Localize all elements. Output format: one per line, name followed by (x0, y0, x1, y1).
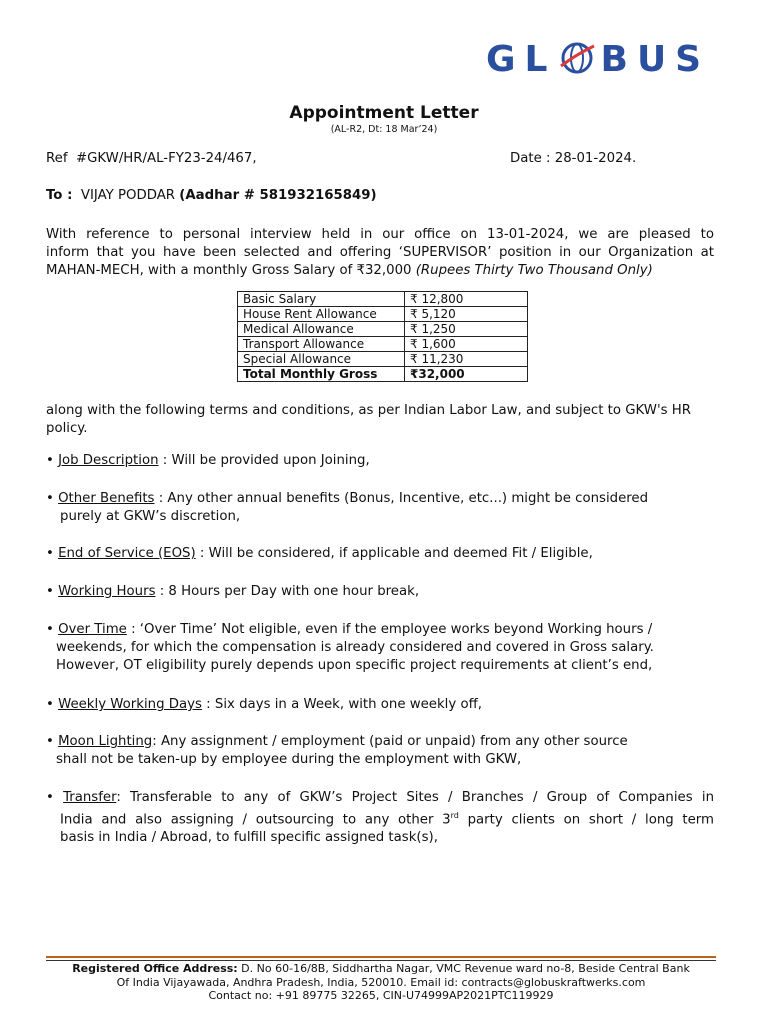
term-text: : 8 Hours per Day with one hour break, (155, 584, 420, 599)
date-line (510, 150, 636, 168)
term-text: : Any other annual benefits (Bonus, Incentive, etc...) might be considered (154, 491, 649, 506)
term-text: weekends, for which the compensation is already considered and covered in Gross salary. (56, 640, 654, 655)
term-end-of-service: • End of Service (EOS) : Will be considered, if applicable and deemed Fit / Eligible, (46, 546, 593, 561)
footer-divider-thin (46, 960, 716, 961)
intro-line-1: With reference to personal interview held in our office on 13-01-2024, we are pleased to (46, 227, 714, 242)
salary-amount: ₹ 12,800 (405, 292, 528, 307)
footer-divider (46, 956, 716, 958)
term-text: basis in India / Abroad, to fulfill specific assigned task(s), (60, 830, 438, 846)
salary-component: Total Monthly Gross (238, 367, 405, 382)
footer-line-2: Of India Vijayawada, Andhra Pradesh, India, 520010. Email id: contracts@globuskraftwerks.com (116, 975, 646, 989)
globe-icon (559, 40, 595, 76)
superscript: rd (450, 811, 459, 820)
term-title: Weekly Working Days (58, 697, 202, 712)
intro-line-3-italic: (Rupees Thirty Two Thousand Only) (415, 263, 653, 278)
term-text: However, OT eligibility purely depends upon specific project requirements at client’s end, (56, 658, 653, 673)
logo-text-right: BUS (600, 39, 711, 80)
term-weekly-working-days: • Weekly Working Days : Six days in a Week, with one weekly off, (46, 697, 482, 712)
term-title: Over Time (58, 622, 127, 637)
salary-component: House Rent Allowance (238, 307, 405, 322)
salary-amount: ₹ 11,230 (405, 352, 528, 367)
salary-amount: ₹ 1,250 (405, 322, 528, 337)
term-text: : ‘Over Time’ Not eligible, even if the employee works beyond Working hours / (126, 622, 653, 637)
footer-line-3: Contact no: +91 89775 32265, CIN-U74999AP2021PTC119929 (208, 989, 554, 1002)
salary-component: Transport Allowance (238, 337, 405, 352)
term-title: End of Service (EOS) (58, 546, 196, 561)
ref-label: Ref (46, 151, 68, 166)
term-title: Transfer (63, 790, 117, 805)
table-row (238, 292, 528, 307)
salary-amount: ₹32,000 (405, 367, 528, 382)
footer-address (0, 962, 762, 1003)
table-total-row (238, 367, 528, 382)
logo-text-left: GL (486, 39, 557, 80)
term-text: India and also assigning / outsourcing to any other 3 (60, 812, 451, 828)
salary-amount: ₹ 5,120 (405, 307, 528, 322)
letter-title: Appointment Letter (289, 103, 479, 123)
table-row (238, 322, 528, 337)
term-text: shall not be taken-up by employee during the employment with GKW, (56, 752, 522, 767)
date-value: 28-01-2024. (554, 151, 637, 166)
salary-component: Medical Allowance (238, 322, 405, 337)
intro-line-3-text: MAHAN-MECH, with a monthly Gross Salary of ₹32,000 (46, 263, 412, 278)
table-row (238, 307, 528, 322)
salary-amount: ₹ 1,600 (405, 337, 528, 352)
term-text: : Will be provided upon Joining, (158, 453, 370, 468)
date-label: Date : (510, 151, 551, 166)
term-text: : Six days in a Week, with one weekly off, (201, 697, 482, 712)
term-transfer: • Transfer: Transferable to any of GKW’s Project Sites / Branches / Group of Companies in India and also assigning / outsourcing to any other 3rd party clients on short / long term basis in India / Abroad, to fulfill specific assigned task(s), (46, 790, 714, 846)
term-text: : Transferable to any of GKW’s Project Sites / Branches / Group of Companies in (116, 790, 714, 805)
table-row (238, 337, 528, 352)
recipient-aadhar: (Aadhar # 581932165849) (179, 188, 377, 203)
recipient-name: VIJAY PODDAR (80, 188, 176, 203)
term-text: purely at GKW’s discretion, (60, 509, 241, 524)
salary-component: Basic Salary (238, 292, 405, 307)
term-other-benefits: • Other Benefits : Any other annual benefits (Bonus, Incentive, etc...) might be considered purely at GKW’s discretion, (46, 490, 716, 526)
recipient-line (46, 187, 377, 205)
term-title: Other Benefits (58, 491, 155, 506)
salary-table (237, 291, 528, 382)
intro-line-3 (46, 262, 714, 280)
footer-label: Registered Office Address: (72, 962, 238, 975)
term-title: Job Description (58, 453, 159, 468)
term-title: Working Hours (58, 584, 156, 599)
term-text: : Will be considered, if applicable and deemed Fit / Eligible, (195, 546, 593, 561)
company-logo (486, 40, 726, 80)
ref-value: #GKW/HR/AL-FY23-24/467, (75, 151, 257, 166)
term-working-hours: • Working Hours : 8 Hours per Day with one hour break, (46, 584, 420, 599)
terms-intro: along with the following terms and conditions, as per Indian Labor Law, and subject to GKW's HR policy. (46, 403, 691, 436)
table-row (238, 352, 528, 367)
term-over-time: • Over Time : ‘Over Time’ Not eligible, even if the employee works beyond Working hours / weekends, for which the compensation is already considered and covered in Gross salary. However, OT eligibility purely depends upon specific project requirements at client’s end, (46, 621, 716, 675)
salary-component: Special Allowance (238, 352, 405, 367)
term-moon-lighting: • Moon Lighting: Any assignment / employment (paid or unpaid) from any other source shall not be taken-up by employee during the employment with GKW, (46, 733, 716, 769)
term-job-description: • Job Description : Will be provided upon Joining, (46, 453, 370, 468)
letter-subtitle: (AL-R2, Dt: 18 Mar’24) (330, 124, 438, 135)
reference-line (46, 150, 257, 168)
term-text: : Any assignment / employment (paid or unpaid) from any other source (152, 734, 628, 749)
term-text: party clients on short / long term (458, 812, 714, 828)
term-title: Moon Lighting (58, 734, 153, 749)
to-label: To : (46, 188, 73, 203)
footer-line-1: D. No 60-16/8B, Siddhartha Nagar, VMC Revenue ward no-8, Beside Central Bank (237, 962, 690, 975)
intro-paragraph (46, 226, 714, 280)
intro-line-2: inform that you have been selected and offering ‘SUPERVISOR’ position in our Organization at (46, 245, 714, 260)
